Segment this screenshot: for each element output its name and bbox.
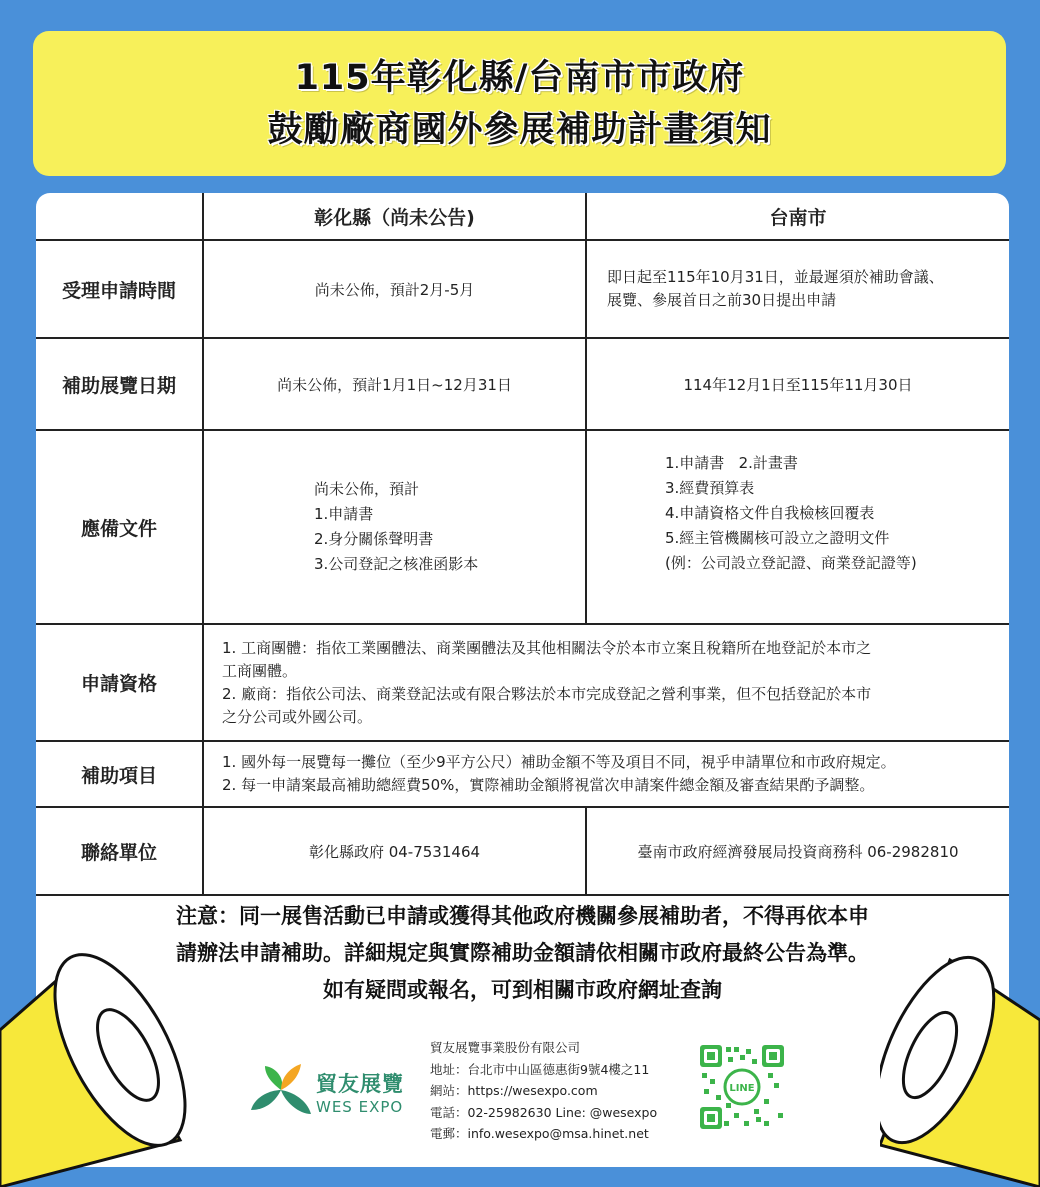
company-phone: 電話：02-25982630 Line: @wesexpo (430, 1104, 658, 1120)
list-item: (例：公司設立登記證、商業登記證等) (665, 554, 917, 572)
table-header-row (36, 193, 1009, 240)
list-item: 1.申請書 (314, 505, 374, 523)
table-row-documents (36, 430, 1009, 624)
title-line-1: 115年彰化縣/台南市市政府 (294, 57, 745, 98)
logo-cn: 貿友展覽 (316, 1072, 404, 1096)
notice-line: 如有疑問或報名，可到相關市政府網址查詢 (323, 978, 722, 1002)
row-label: 補助項目 (36, 741, 203, 807)
header-changhua: 彰化縣（尚未公告) (203, 193, 586, 240)
row-label: 應備文件 (36, 430, 203, 624)
tainan-line: 即日起至115年10月31日，並最遲須於補助會議、 (607, 268, 944, 286)
list-item: 2.身分關係聲明書 (314, 530, 434, 548)
logo-en: WES EXPO (316, 1098, 404, 1116)
company-name: 貿友展覽事業股份有限公司 (430, 1040, 581, 1055)
text-line: 工商團體。 (222, 661, 298, 680)
eligibility-cell (203, 624, 1009, 741)
list-item: 尚未公佈，預計 (314, 480, 420, 498)
table-row-contact (36, 807, 1009, 895)
tainan-cell: 114年12月1日至115年11月30日 (586, 338, 1009, 430)
line-qr-code-icon[interactable] (698, 1043, 786, 1131)
notice-line: 請辦法申請補助。詳細規定與實際補助金額請依相關市政府最終公告為準。 (176, 941, 869, 965)
table-row-exhibition-dates (36, 338, 1009, 430)
company-website[interactable]: 網站：https://wesexpo.com (430, 1083, 598, 1098)
tainan-cell (586, 240, 1009, 338)
subsidy-cell (203, 741, 1009, 807)
header-empty (36, 193, 203, 240)
changhua-cell: 彰化縣政府 04-7531464 (203, 807, 586, 895)
company-address: 地址：台北市中山區德惠街9號4樓之11 (430, 1061, 650, 1077)
title-line-2: 鼓勵廠商國外參展補助計畫須知 (267, 109, 772, 150)
table-row-subsidy-items (36, 741, 1009, 807)
row-label: 受理申請時間 (36, 240, 203, 338)
qr-label: LINE (729, 1083, 755, 1094)
list-item: 3.經費預算表 (665, 479, 755, 497)
megaphone-left-icon (0, 940, 200, 1187)
header-tainan: 台南市 (586, 193, 1009, 240)
list-item: 4.申請資格文件自我檢核回覆表 (665, 504, 875, 522)
text-line: 之分公司或外國公司。 (222, 707, 373, 726)
list-item: 5.經主管機關核可設立之證明文件 (665, 529, 890, 547)
table-row-application-time (36, 240, 1009, 338)
comparison-table (36, 193, 1009, 896)
text-line: 2. 每一申請案最高補助總經費50%，實際補助金額將視當次申請案件總金額及審查結果酌予調整。 (222, 776, 875, 794)
title-banner (33, 31, 1006, 176)
changhua-cell: 尚未公佈，預計1月1日~12月31日 (203, 338, 586, 430)
row-label: 申請資格 (36, 624, 203, 741)
company-info (430, 1037, 657, 1145)
list-item: 3.公司登記之核准函影本 (314, 555, 479, 573)
table-row-eligibility (36, 624, 1009, 741)
tainan-line: 展覽、參展首日之前30日提出申請 (607, 291, 837, 309)
changhua-cell (203, 430, 586, 624)
changhua-cell: 尚未公佈，預計2月-5月 (203, 240, 586, 338)
tainan-cell: 臺南市政府經濟發展局投資商務科 06-2982810 (586, 807, 1009, 895)
megaphone-right-icon (880, 940, 1040, 1187)
tainan-cell (586, 430, 1009, 624)
text-line: 2. 廠商：指依公司法、商業登記法或有限合夥法於本市完成登記之營利事業，但不包括登記於本市 (222, 684, 872, 703)
company-email[interactable]: 電郵：info.wesexpo@msa.hinet.net (430, 1126, 649, 1141)
row-label: 補助展覽日期 (36, 338, 203, 430)
text-line: 1. 工商團體：指依工業團體法、商業團體法及其他相關法令於本市立案且稅籍所在地登記於本市之 (222, 638, 872, 657)
text-line: 1. 國外每一展覽每一攤位（至少9平方公尺）補助金額不等及項目不同，視乎申請單位和市政府規定。 (222, 753, 896, 771)
row-label: 聯絡單位 (36, 807, 203, 895)
list-item: 1.申請書 2.計畫書 (665, 454, 798, 472)
notice-line: 注意：同一展售活動已申請或獲得其他政府機關參展補助者，不得再依本申 (176, 904, 869, 928)
